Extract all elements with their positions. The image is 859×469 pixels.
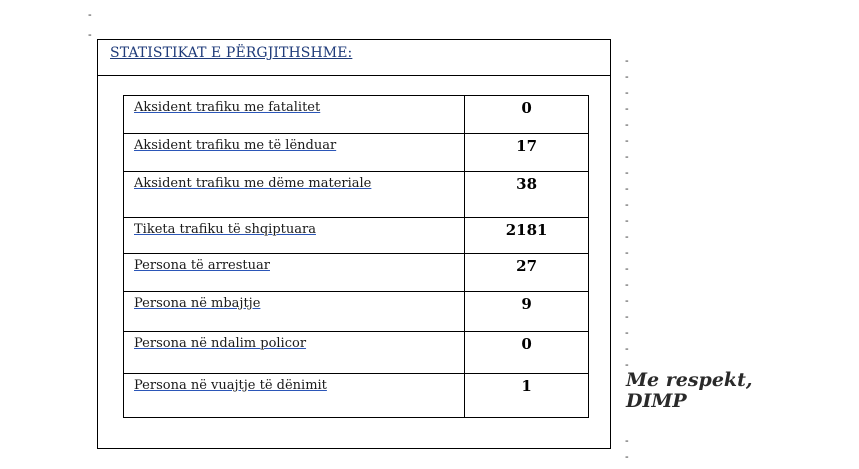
dash-mark: - <box>625 327 629 339</box>
closing-regards: Me respekt, <box>626 369 753 391</box>
table-row <box>124 292 589 332</box>
dash-mark: - <box>625 359 629 371</box>
row-label <box>124 218 465 254</box>
table-row <box>124 254 589 292</box>
dash-mark: - <box>625 263 629 275</box>
row-label-text: Aksident trafiku me dëme materiale <box>134 176 372 191</box>
dash-mark: - <box>625 435 629 447</box>
dash-mark: - <box>625 247 629 259</box>
row-value: 17 <box>465 134 589 172</box>
table-row <box>124 134 589 172</box>
statistics-box <box>97 39 611 449</box>
row-label-text: Persona të arrestuar <box>134 258 270 273</box>
row-value: 0 <box>465 96 589 134</box>
dash-mark: - <box>88 9 92 21</box>
row-value: 1 <box>465 374 589 418</box>
section-title: STATISTIKAT E PËRGJITHSHME: <box>110 45 353 61</box>
row-label-text: Aksident trafiku me fatalitet <box>134 100 321 115</box>
dash-mark: - <box>625 295 629 307</box>
dash-mark: - <box>625 279 629 291</box>
dash-mark: - <box>625 135 629 147</box>
closing-signature <box>626 370 752 412</box>
row-value: 9 <box>465 292 589 332</box>
dash-mark: - <box>625 215 629 227</box>
table-row <box>124 172 589 218</box>
row-label-text: Persona në mbajtje <box>134 296 261 311</box>
dash-mark: - <box>625 451 629 463</box>
row-value: 27 <box>465 254 589 292</box>
dash-mark: - <box>625 231 629 243</box>
dash-mark: - <box>625 199 629 211</box>
dash-mark: - <box>625 311 629 323</box>
dash-mark: - <box>625 103 629 115</box>
table-row <box>124 374 589 418</box>
dash-mark: - <box>88 29 92 41</box>
row-label <box>124 172 465 218</box>
row-label-text: Persona në ndalim policor <box>134 336 307 351</box>
row-label-text: Persona në vuajtje të dënimit <box>134 378 327 393</box>
row-label-text: Tiketa trafiku të shqiptuara <box>134 222 316 237</box>
table-row <box>124 96 589 134</box>
dash-mark: - <box>625 71 629 83</box>
dash-mark: - <box>625 343 629 355</box>
row-value: 2181 <box>465 218 589 254</box>
statistics-table <box>123 95 589 418</box>
row-label <box>124 134 465 172</box>
row-value: 38 <box>465 172 589 218</box>
table-row <box>124 332 589 374</box>
row-label <box>124 374 465 418</box>
row-value: 0 <box>465 332 589 374</box>
row-label <box>124 332 465 374</box>
closing-organization: DIMP <box>626 390 687 412</box>
dash-mark: - <box>625 87 629 99</box>
dash-mark: - <box>625 183 629 195</box>
row-label <box>124 292 465 332</box>
dash-mark: - <box>625 55 629 67</box>
row-label <box>124 96 465 134</box>
row-label <box>124 254 465 292</box>
row-label-text: Aksident trafiku me të lënduar <box>134 138 337 153</box>
statistics-header <box>98 40 610 76</box>
table-row <box>124 218 589 254</box>
dash-mark: - <box>625 151 629 163</box>
dash-mark: - <box>625 167 629 179</box>
dash-mark: - <box>625 119 629 131</box>
